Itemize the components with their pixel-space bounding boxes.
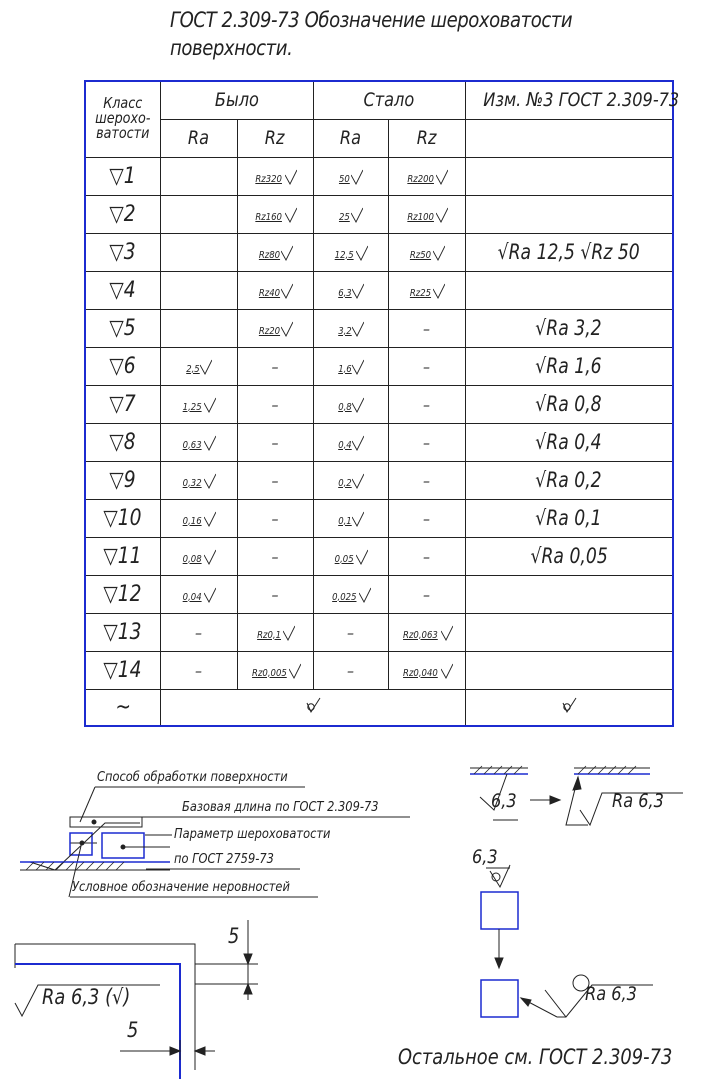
roughness-value: Rz0,1 [255, 623, 295, 642]
roughness-value: 1,6 [337, 357, 365, 376]
roughness-value: Rz160 [253, 205, 296, 224]
change-cell: √Ra 0,05 [465, 537, 673, 575]
roughness-value: 3,2 [337, 319, 365, 338]
change-cell: √Ra 0,2 [465, 461, 673, 499]
roughness-value: Rz0,005 [249, 661, 302, 680]
roughness-value: Rz25 [408, 281, 445, 300]
header-new-rz: Rz [388, 119, 465, 157]
dim-vertical: 5 [228, 924, 240, 948]
class-cell: ▽13 [85, 613, 160, 651]
dash-mark: – [423, 397, 430, 414]
dash-mark: – [423, 549, 430, 566]
dash-mark: – [271, 587, 279, 604]
legend-param-std: по ГОСТ 2759-73 [174, 852, 274, 867]
roughness-value: 0,16 [181, 509, 215, 528]
roughness-value: 6,3 [337, 281, 365, 300]
header-was-ra: Ra [160, 119, 237, 157]
legend-base-length: Базовая длина по ГОСТ 2.309-73 [182, 800, 379, 815]
example-top-value: 6,3 [472, 846, 498, 868]
header-new-ra: Ra [313, 119, 388, 157]
dash-mark: – [423, 321, 430, 338]
last-row-class: ~ [85, 689, 160, 726]
header-was: Было [160, 81, 313, 119]
dash-mark: – [423, 587, 430, 604]
change-cell: √Ra 3,2 [465, 309, 673, 347]
class-cell: ▽6 [85, 347, 160, 385]
example-new-label: Ra 6,3 [612, 790, 664, 812]
dash-mark: – [271, 549, 279, 566]
roughness-value: Rz0,063 [400, 623, 453, 642]
roughness-value: 50 [338, 167, 363, 186]
dash-mark: – [271, 359, 279, 376]
class-cell: ▽4 [85, 271, 160, 309]
dash-mark: – [271, 473, 279, 490]
header-became: Стало [313, 81, 465, 119]
class-cell: ▽14 [85, 651, 160, 689]
class-cell: ▽10 [85, 499, 160, 537]
roughness-value: 0,32 [181, 471, 215, 490]
change-cell: √Ra 0,8 [465, 385, 673, 423]
dash-mark: – [423, 473, 430, 490]
page-title: ГОСТ 2.309-73 Обозначение шероховатости [170, 8, 573, 32]
class-cell: ▽12 [85, 575, 160, 613]
dash-mark: – [271, 435, 279, 452]
legend-method: Способ обработки поверхности [97, 770, 288, 785]
bottom-left-label: Ra 6,3 (√) [42, 985, 131, 1009]
roughness-value: 0,63 [181, 433, 215, 452]
roughness-value: 0,4 [337, 433, 365, 452]
class-cell: ▽2 [85, 195, 160, 233]
roughness-value: Rz80 [257, 243, 294, 262]
roughness-value: Rz200 [405, 167, 448, 186]
dash-mark: – [423, 511, 430, 528]
roughness-value: 0,025 [330, 585, 371, 604]
roughness-value: 12,5 [333, 243, 367, 262]
roughness-value: 0,8 [337, 395, 365, 414]
roughness-value: Rz20 [257, 319, 294, 338]
page-title-line2: поверхности. [170, 36, 293, 60]
dash-mark: – [271, 397, 279, 414]
dash-mark: – [195, 663, 202, 680]
class-cell: ▽11 [85, 537, 160, 575]
dash-mark: – [423, 359, 430, 376]
header-class: Класс шерохо- ватости [85, 81, 160, 157]
example-old-value: 6,3 [491, 790, 517, 812]
roughness-value: Rz100 [405, 205, 448, 224]
roughness-value: Rz0,040 [400, 661, 453, 680]
header-was-rz: Rz [237, 119, 313, 157]
roughness-value: 0,2 [337, 471, 365, 490]
change-cell: √Ra 12,5 √Rz 50 [465, 233, 673, 271]
roughness-value: 2,5 [185, 357, 213, 376]
change-cell: √Ra 1,6 [465, 347, 673, 385]
dash-mark: – [271, 511, 279, 528]
class-cell: ▽7 [85, 385, 160, 423]
dash-mark: – [195, 625, 202, 642]
change-cell: √Ra 0,4 [465, 423, 673, 461]
roughness-value: 0,04 [181, 585, 215, 604]
class-cell: ▽8 [85, 423, 160, 461]
class-cell: ▽9 [85, 461, 160, 499]
roughness-value: 0,1 [337, 509, 365, 528]
dash-mark: – [423, 435, 430, 452]
dash-mark: – [347, 625, 354, 642]
header-change: Изм. №3 ГОСТ 2.309-73 [465, 81, 673, 119]
class-cell: ▽3 [85, 233, 160, 271]
roughness-value: Rz40 [257, 281, 294, 300]
example-bottom-label: Ra 6,3 [585, 983, 637, 1005]
roughness-value: Rz320 [253, 167, 296, 186]
roughness-value: 0,05 [333, 547, 367, 566]
class-cell: ▽1 [85, 157, 160, 195]
legend-irregularities: Условное обозначение неровностей [72, 880, 290, 895]
legend-param: Параметр шероховатости [174, 827, 331, 842]
dim-horizontal: 5 [127, 1018, 139, 1042]
class-cell: ▽5 [85, 309, 160, 347]
roughness-value: Rz50 [408, 243, 445, 262]
roughness-value: 1,25 [181, 395, 215, 414]
dash-mark: – [347, 663, 354, 680]
change-cell: √Ra 0,1 [465, 499, 673, 537]
roughness-value: 0,08 [181, 547, 215, 566]
roughness-value: 25 [338, 205, 363, 224]
footer-note: Остальное см. ГОСТ 2.309-73 [398, 1045, 673, 1069]
